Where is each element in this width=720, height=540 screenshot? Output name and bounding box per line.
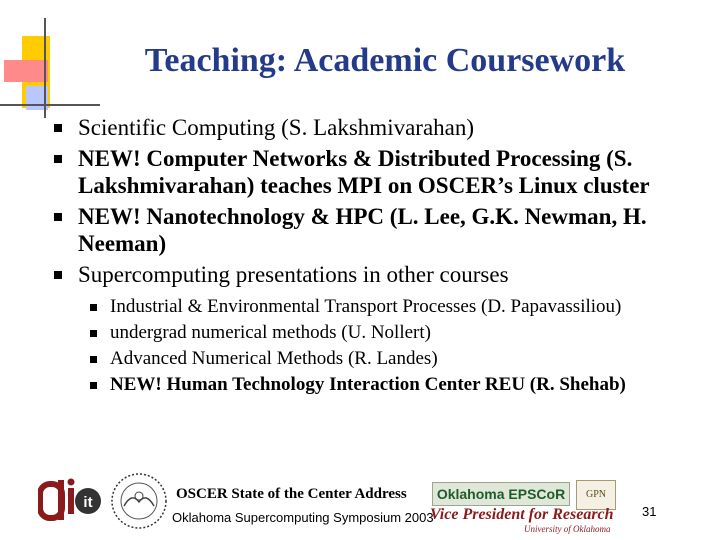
sub-bullet-list xyxy=(90,296,704,396)
footer-subtitle: Oklahoma Supercomputing Symposium 2003 xyxy=(172,510,434,525)
footer-title: OSCER State of the Center Address xyxy=(176,486,407,502)
ou-it-logo-icon xyxy=(38,474,102,530)
gpn-logo: GPN xyxy=(576,480,616,510)
sub-bullet-item xyxy=(90,348,704,370)
bullet-text: Computer Networks & Distributed Processing (S. Lakshmivarahan) teaches MPI on OSCER’s Linux cluster xyxy=(78,146,650,198)
bullet-square-icon xyxy=(54,271,62,279)
vpr-logo: Vice President for Research xyxy=(430,506,614,523)
bullet-prefix: NEW! xyxy=(110,374,167,395)
decor-horizontal-line xyxy=(0,104,100,106)
bullet-prefix: NEW! xyxy=(78,146,147,171)
bullet-list xyxy=(54,114,704,400)
bullet-square-icon xyxy=(90,304,97,311)
bullet-item xyxy=(54,203,704,257)
slide-title: Teaching: Academic Coursework xyxy=(144,42,626,79)
decor-red-square xyxy=(4,60,48,82)
bullet-square-icon xyxy=(54,155,62,163)
svg-text:it: it xyxy=(83,494,93,511)
bullet-square-icon xyxy=(90,356,97,363)
bullet-text: Advanced Numerical Methods (R. Landes) xyxy=(110,348,438,369)
bullet-square-icon xyxy=(90,382,97,389)
vpr-logo-subtitle: University of Oklahoma xyxy=(524,524,611,534)
bullet-prefix: NEW! xyxy=(78,204,147,229)
bullet-item xyxy=(54,145,704,199)
sub-bullet-item xyxy=(90,296,704,318)
bullet-text: Industrial & Environmental Transport Processes (D. Papavassiliou) xyxy=(110,296,622,317)
university-seal-icon xyxy=(110,472,168,530)
epscor-logo: Oklahoma EPSCoR xyxy=(432,482,570,506)
bullet-item xyxy=(54,261,704,288)
bullet-text: Supercomputing presentations in other courses xyxy=(78,262,509,287)
footer xyxy=(0,470,720,540)
bullet-text: Scientific Computing (S. Lakshmivarahan) xyxy=(78,115,475,140)
bullet-square-icon xyxy=(54,213,62,221)
decor-vertical-line xyxy=(44,18,46,118)
bullet-text: undergrad numerical methods (U. Nollert) xyxy=(110,322,431,343)
sub-bullet-item xyxy=(90,322,704,344)
sub-bullet-item xyxy=(90,374,704,396)
bullet-square-icon xyxy=(90,330,97,337)
bullet-text: Human Technology Interaction Center REU (R. Shehab) xyxy=(166,374,626,395)
bullet-square-icon xyxy=(54,124,62,132)
bullet-item xyxy=(54,114,704,141)
page-number: 31 xyxy=(642,504,657,519)
bullet-text: Nanotechnology & HPC (L. Lee, G.K. Newman, H. Neeman) xyxy=(78,204,647,256)
